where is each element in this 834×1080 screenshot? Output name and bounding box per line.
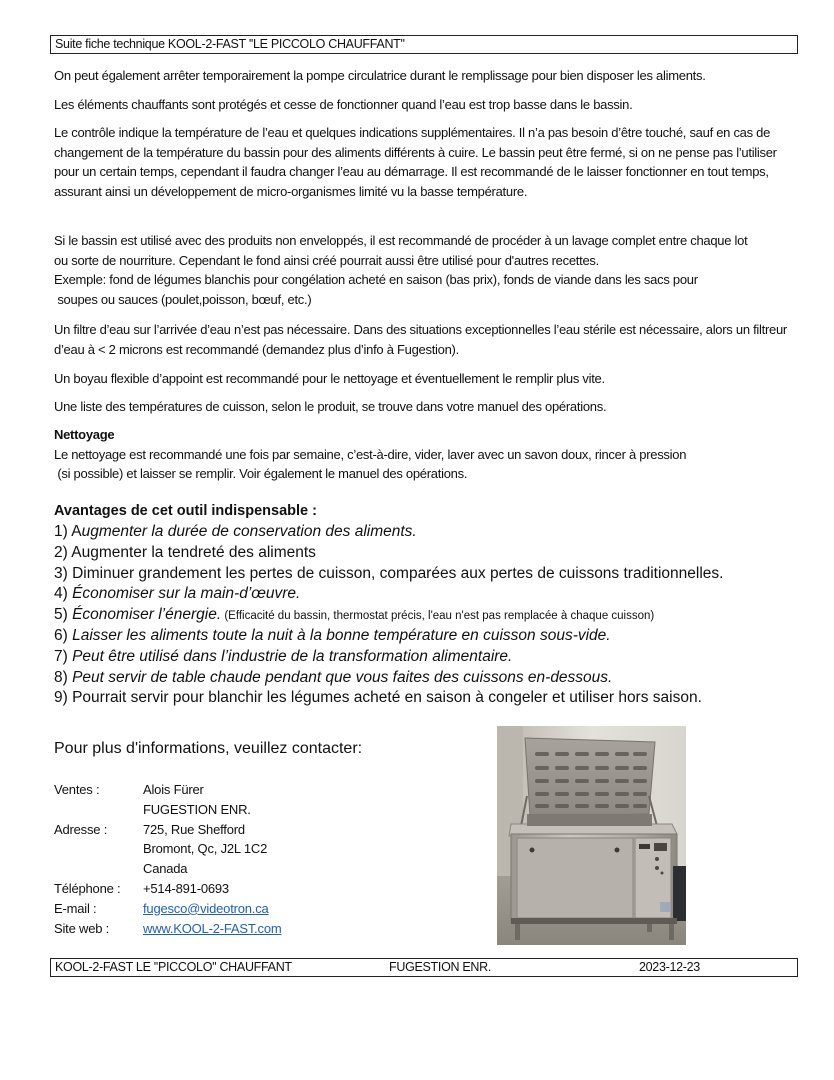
contact-label: Ventes : [54, 782, 100, 797]
advantage-number: 6) [54, 626, 73, 644]
advantage-number: 5) [54, 606, 73, 624]
advantage-number: 9) [54, 689, 73, 707]
paragraph-text: Un boyau flexible d’appoint est recommandé pour le nettoyage et éventuellement le remplir plus vite. [54, 371, 605, 386]
cleaning-title: Nettoyage [54, 427, 115, 442]
contact-row-website [54, 919, 282, 939]
paragraph-text: On peut également arrêter temporairement la pompe circulatrice durant le remplissage pour bien disposer les aliments. [54, 68, 706, 83]
contact-label: Adresse : [54, 821, 108, 837]
contact-block [54, 780, 282, 938]
paragraph-control [54, 123, 782, 201]
product-photo [497, 726, 686, 945]
paragraph-text: Un filtre d’eau sur l’arrivée d’eau n’est pas nécessaire. Dans des situations exceptionnelles l’eau stérile est nécessaire, alors un filtreur d’eau à < 2 microns est recommandé (demandez plus d’info à Fugestion). [54, 322, 787, 357]
paragraph-pump [54, 66, 794, 86]
contact-row-sales [54, 780, 282, 800]
advantages-list [54, 522, 723, 709]
advantage-text: Augmenter la tendreté des aliments [71, 543, 316, 561]
advantage-number: 7) [54, 647, 73, 665]
advantage-number: 8) [54, 668, 73, 686]
contact-value: +514-891-0693 [143, 880, 229, 896]
advantage-item [54, 647, 723, 668]
contact-value: Alois Fürer [143, 782, 204, 797]
paragraph-text: Une liste des températures de cuisson, selon le produit, se trouve dans votre manuel des opérations. [54, 399, 607, 414]
contact-value: Bromont, Qc, J2L 1C2 [143, 841, 268, 857]
contact-label [54, 800, 143, 820]
advantage-item [54, 564, 723, 585]
contact-row-city [54, 839, 282, 859]
footer-company: FUGESTION ENR. [389, 960, 492, 974]
contact-label: E-mail : [54, 900, 97, 916]
advantage-note: (Efficacité du bassin, thermostat précis, l'eau n'est pas remplacée à chaque cuisson) [221, 610, 655, 623]
cleaning-section [54, 425, 794, 484]
advantage-item [54, 522, 723, 543]
contact-row-company [54, 800, 282, 820]
advantage-item [54, 605, 723, 626]
advantage-item [54, 668, 723, 689]
advantage-item [54, 543, 723, 564]
contact-label [54, 859, 143, 879]
advantage-number: 2) [54, 543, 72, 561]
advantage-text: ugmenter la durée de conservation des aliments. [81, 523, 417, 540]
cleaning-line-1: Le nettoyage est recommandé une fois par semaine, c’est-à-dire, vider, laver avec un savon doux, rincer à pression [54, 446, 687, 462]
contact-value: Canada [143, 861, 188, 877]
contact-row-address [54, 820, 282, 840]
advantage-item [54, 626, 723, 647]
advantages-title: Avantages de cet outil indispensable : [54, 503, 317, 519]
contact-value: FUGESTION ENR. [143, 801, 251, 817]
email-link[interactable]: fugesco@videotron.ca [143, 900, 269, 916]
advantage-text: Économiser sur la main-d’œuvre. [72, 585, 301, 603]
advantage-text: Économiser l’énergie. [72, 606, 222, 624]
contact-row-email [54, 899, 282, 919]
paragraph-hose [54, 369, 794, 389]
contact-title: Pour plus d'informations, veuillez contacter: [54, 740, 363, 757]
paragraph-text: Exemple: fond de légumes blanchis pour congélation acheté en saison (bas prix), fonds de viande dans les sacs pour [54, 272, 698, 287]
contact-label [54, 839, 143, 859]
website-link[interactable]: www.KOOL-2-FAST.com [143, 920, 282, 936]
contact-label: Site web : [54, 920, 110, 936]
footer-date: 2023-12-23 [639, 960, 700, 974]
advantage-text: Laisser les aliments toute la nuit à la bonne température en cuisson sous-vide. [72, 626, 611, 644]
header-box [50, 35, 798, 54]
paragraph-unwrapped-products [54, 231, 764, 309]
paragraph-temperature-list [54, 397, 794, 417]
paragraph-heating-elements [54, 95, 794, 115]
product-photo-illustration [497, 726, 686, 945]
header-title: Suite fiche technique KOOL-2-FAST ''LE PICCOLO CHAUFFANT'' [55, 37, 405, 51]
advantage-number: 4) [54, 585, 73, 603]
paragraph-text: Le contrôle indique la température de l’eau et quelques indications supplémentaires. Il n’a pas besoin d’être touché, sauf en cas de changement de la température du bassin pour des aliments différents à cuire. Le bassin peut être fermé, si on ne pense pas l’utiliser pour un certain temps, cependant il faudra changer l’eau au démarrage. Il est recommandé de le laisser fonctionner en tout temps, assurant ainsi un développement de micro-organismes limité vu la basse température. [54, 125, 777, 199]
contact-label: Téléphone : [54, 880, 121, 896]
cleaning-line-2: (si possible) et laisser se remplir. Voir également le manuel des opérations. [54, 466, 468, 481]
paragraph-text: Les éléments chauffants sont protégés et cesse de fonctionner quand l’eau est trop basse dans le bassin. [54, 97, 633, 112]
advantage-number: 3) [54, 564, 73, 582]
advantage-text: Pourrait servir pour blanchir les légumes acheté en saison à congeler et utiliser hors saison. [72, 689, 702, 707]
paragraph-text: soupes ou sauces (poulet,poisson, bœuf, etc.) [54, 291, 312, 307]
contact-value: 725, Rue Shefford [143, 821, 245, 837]
footer-box [50, 958, 798, 977]
advantage-text: Peut servir de table chaude pendant que vous faites des cuissons en-dessous. [72, 668, 613, 686]
advantage-text: Peut être utilisé dans l’industrie de la transformation alimentaire. [72, 647, 513, 665]
advantage-number: 1) A [54, 523, 82, 540]
advantage-item [54, 688, 723, 709]
footer-product: KOOL-2-FAST LE ''PICCOLO'' CHAUFFANT [55, 960, 292, 974]
contact-row-country [54, 859, 282, 879]
contact-row-phone [54, 879, 282, 899]
advantage-item [54, 584, 723, 605]
paragraph-water-filter [54, 320, 789, 359]
advantage-text: Diminuer grandement les pertes de cuisson, comparées aux pertes de cuissons traditionnelles. [72, 564, 724, 582]
paragraph-text: Si le bassin est utilisé avec des produits non enveloppés, il est recommandé de procéder à un lavage complet entre chaque lot ou sorte de nourriture. Cependant le fond ainsi créé pourrait aussi être utilisé pour d'autres recettes. [54, 233, 748, 268]
